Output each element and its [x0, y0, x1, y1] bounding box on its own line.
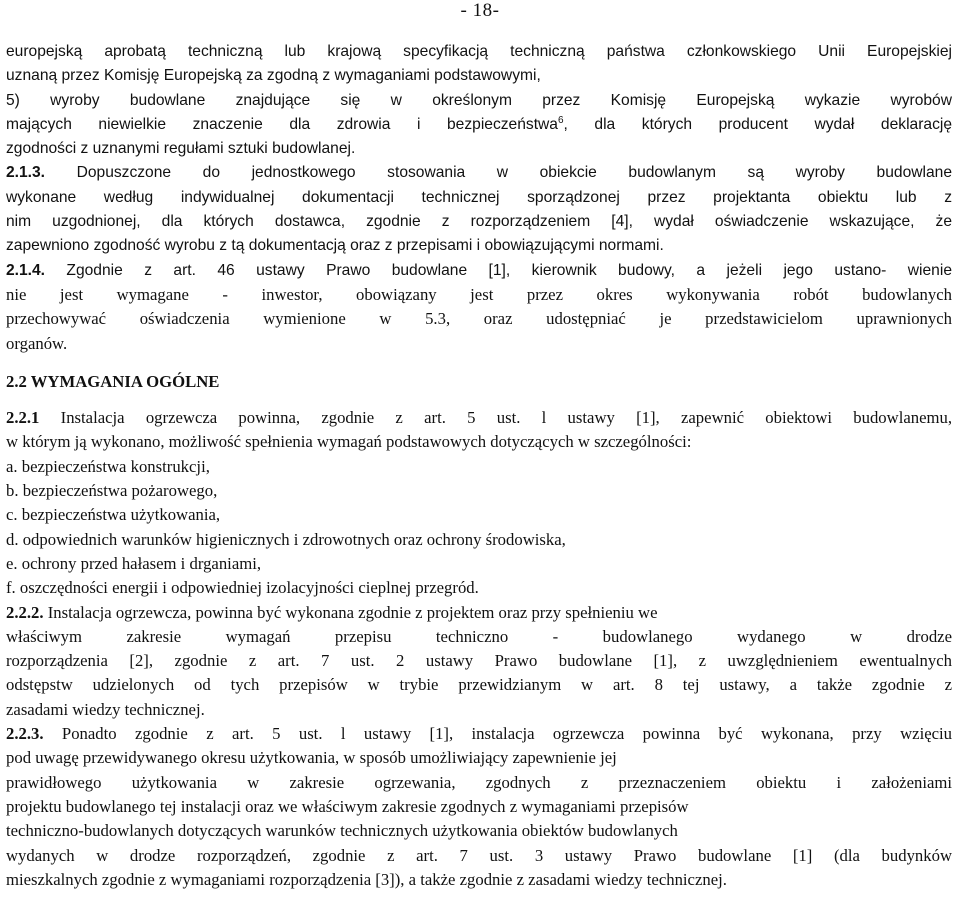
section-line	[6, 161, 952, 185]
paragraph-line: przechowywać oświadczenia wymienione w 5.3, oraz udostępniać je przedstawicielom uprawnionych	[6, 309, 952, 329]
section-line	[6, 601, 952, 625]
paragraph-line: europejską aprobatą techniczną lub krajową specyfikacją techniczną państwa członkowskiego Unii Europejskiej	[6, 43, 952, 60]
paragraph-line: zapewniono zgodność wyrobu z tą dokumentacją oraz z przepisami i obowiązującymi normami.	[6, 237, 664, 255]
text-run: Instalacja ogrzewcza powinna, zgodnie z art. 5 ust. l ustawy [1], zapewnić obiektowi budowlanemu,	[39, 408, 952, 428]
page-number: - 18-	[460, 0, 500, 21]
list-item: c. bezpieczeństwa użytkowania,	[6, 505, 221, 525]
paragraph-line: organów.	[6, 333, 68, 353]
section-number: 2.1.4.	[6, 261, 46, 279]
document-body	[6, 40, 952, 892]
paragraph-line: zasadami wiedzy technicznej.	[6, 699, 205, 719]
footnote-marker: 6	[557, 114, 564, 126]
text-run: mających niewielkie znaczenie dla zdrowia i bezpieczeństwa	[6, 115, 558, 133]
list-item: d. odpowiednich warunków higienicznych i zdrowotnych oraz ochrony środowiska,	[6, 529, 566, 549]
section-line	[6, 722, 952, 746]
section-number: 2.2.2.	[6, 602, 44, 622]
paragraph-line: mieszkalnych zgodnie z wymaganiami rozporządzenia [3]), a także zgodnie z zasadami wiedzy technicznej.	[6, 869, 727, 889]
paragraph-line: nie jest wymagane - inwestor, obowiązany jest przez okres wykonywania robót budowlanych	[6, 284, 952, 304]
paragraph-line: uznaną przez Komisję Europejską za zgodną z wymaganiami podstawowymi,	[6, 67, 541, 85]
paragraph-line: projektu budowlanego tej instalacji oraz we właściwym zakresie zgodnych z wymaganiami przepisów	[6, 796, 689, 816]
paragraph-line: techniczno-budowlanych dotyczących warunków technicznych użytkowania obiektów budowlanych	[6, 821, 678, 841]
section-number: 2.2.3.	[6, 724, 44, 744]
text-run: , dla których producent wydał deklarację	[563, 115, 952, 133]
section-number: 2.2.1	[6, 408, 40, 428]
section-line	[6, 406, 952, 430]
list-item: e. ochrony przed hałasem i drganiami,	[6, 553, 262, 573]
list-item: f. oszczędności energii i odpowiedniej izolacyjności cieplnej przegród.	[6, 578, 479, 598]
section-number: 2.1.3.	[6, 164, 46, 182]
text-run: Dopuszczone do jednostkowego stosowania w obiekcie budowlanym są wyroby budowlane	[45, 164, 952, 182]
paragraph-line: odstępstw udzielonych od tych przepisów w trybie przewidzianym w art. 8 tej ustawy, a także zgodnie z	[6, 675, 952, 695]
paragraph-line: w którym ją wykonano, możliwość spełnienia wymagań podstawowych dotyczących w szczególności:	[6, 432, 692, 452]
spacer	[6, 394, 952, 406]
paragraph-line: pod uwagę przewidywanego okresu użytkowania, w sposób umożliwiający zapewnienie jej	[6, 748, 617, 768]
section-line	[6, 259, 952, 283]
list-item: a. bezpieczeństwa konstrukcji,	[6, 456, 210, 476]
paragraph-line: wykonane według indywidualnej dokumentacji technicznej sporządzonej przez projektanta obiektu lub z	[6, 188, 952, 206]
text-run: Zgodnie z art. 46 ustawy Prawo budowlane [1], kierownik budowy, a jeżeli jego ustano- wienie	[45, 261, 952, 279]
paragraph-line: nim uzgodnionej, dla których dostawca, zgodnie z rozporządzeniem [4], wydał oświadczenie wskazujące, że	[6, 213, 952, 231]
paragraph-line: rozporządzenia [2], zgodnie z art. 7 ust. 2 ustawy Prawo budowlane [1], z uwzględnieniem ewentualnych	[6, 651, 952, 671]
paragraph-line: właściwym zakresie wymagań przepisu techniczno - budowlanego wydanego w drodze	[6, 626, 952, 646]
paragraph-line: wydanych w drodze rozporządzeń, zgodnie z art. 7 ust. 3 ustawy Prawo budowlane [1] (dla budynków	[6, 845, 952, 865]
paragraph-line: zgodności z uznanymi regułami sztuki budowlanej.	[6, 140, 356, 158]
paragraph-line	[6, 113, 952, 137]
paragraph-line: prawidłowego użytkowania w zakresie ogrzewania, zgodnych z przeznaczeniem obiektu i założeniami	[6, 772, 952, 792]
spacer	[6, 356, 952, 370]
text-run: Ponadto zgodnie z art. 5 ust. l ustawy [1], instalacja ogrzewcza powinna być wykonana, przy wzięciu	[43, 724, 952, 744]
paragraph-line: 5) wyroby budowlane znajdujące się w określonym przez Komisję Europejską wykazie wyrobów	[6, 91, 952, 109]
section-heading: 2.2 WYMAGANIA OGÓLNE	[6, 371, 220, 391]
text-run: Instalacja ogrzewcza, powinna być wykonana zgodnie z projektem oraz przy spełnieniu we	[43, 602, 658, 622]
list-item: b. bezpieczeństwa pożarowego,	[6, 481, 218, 501]
